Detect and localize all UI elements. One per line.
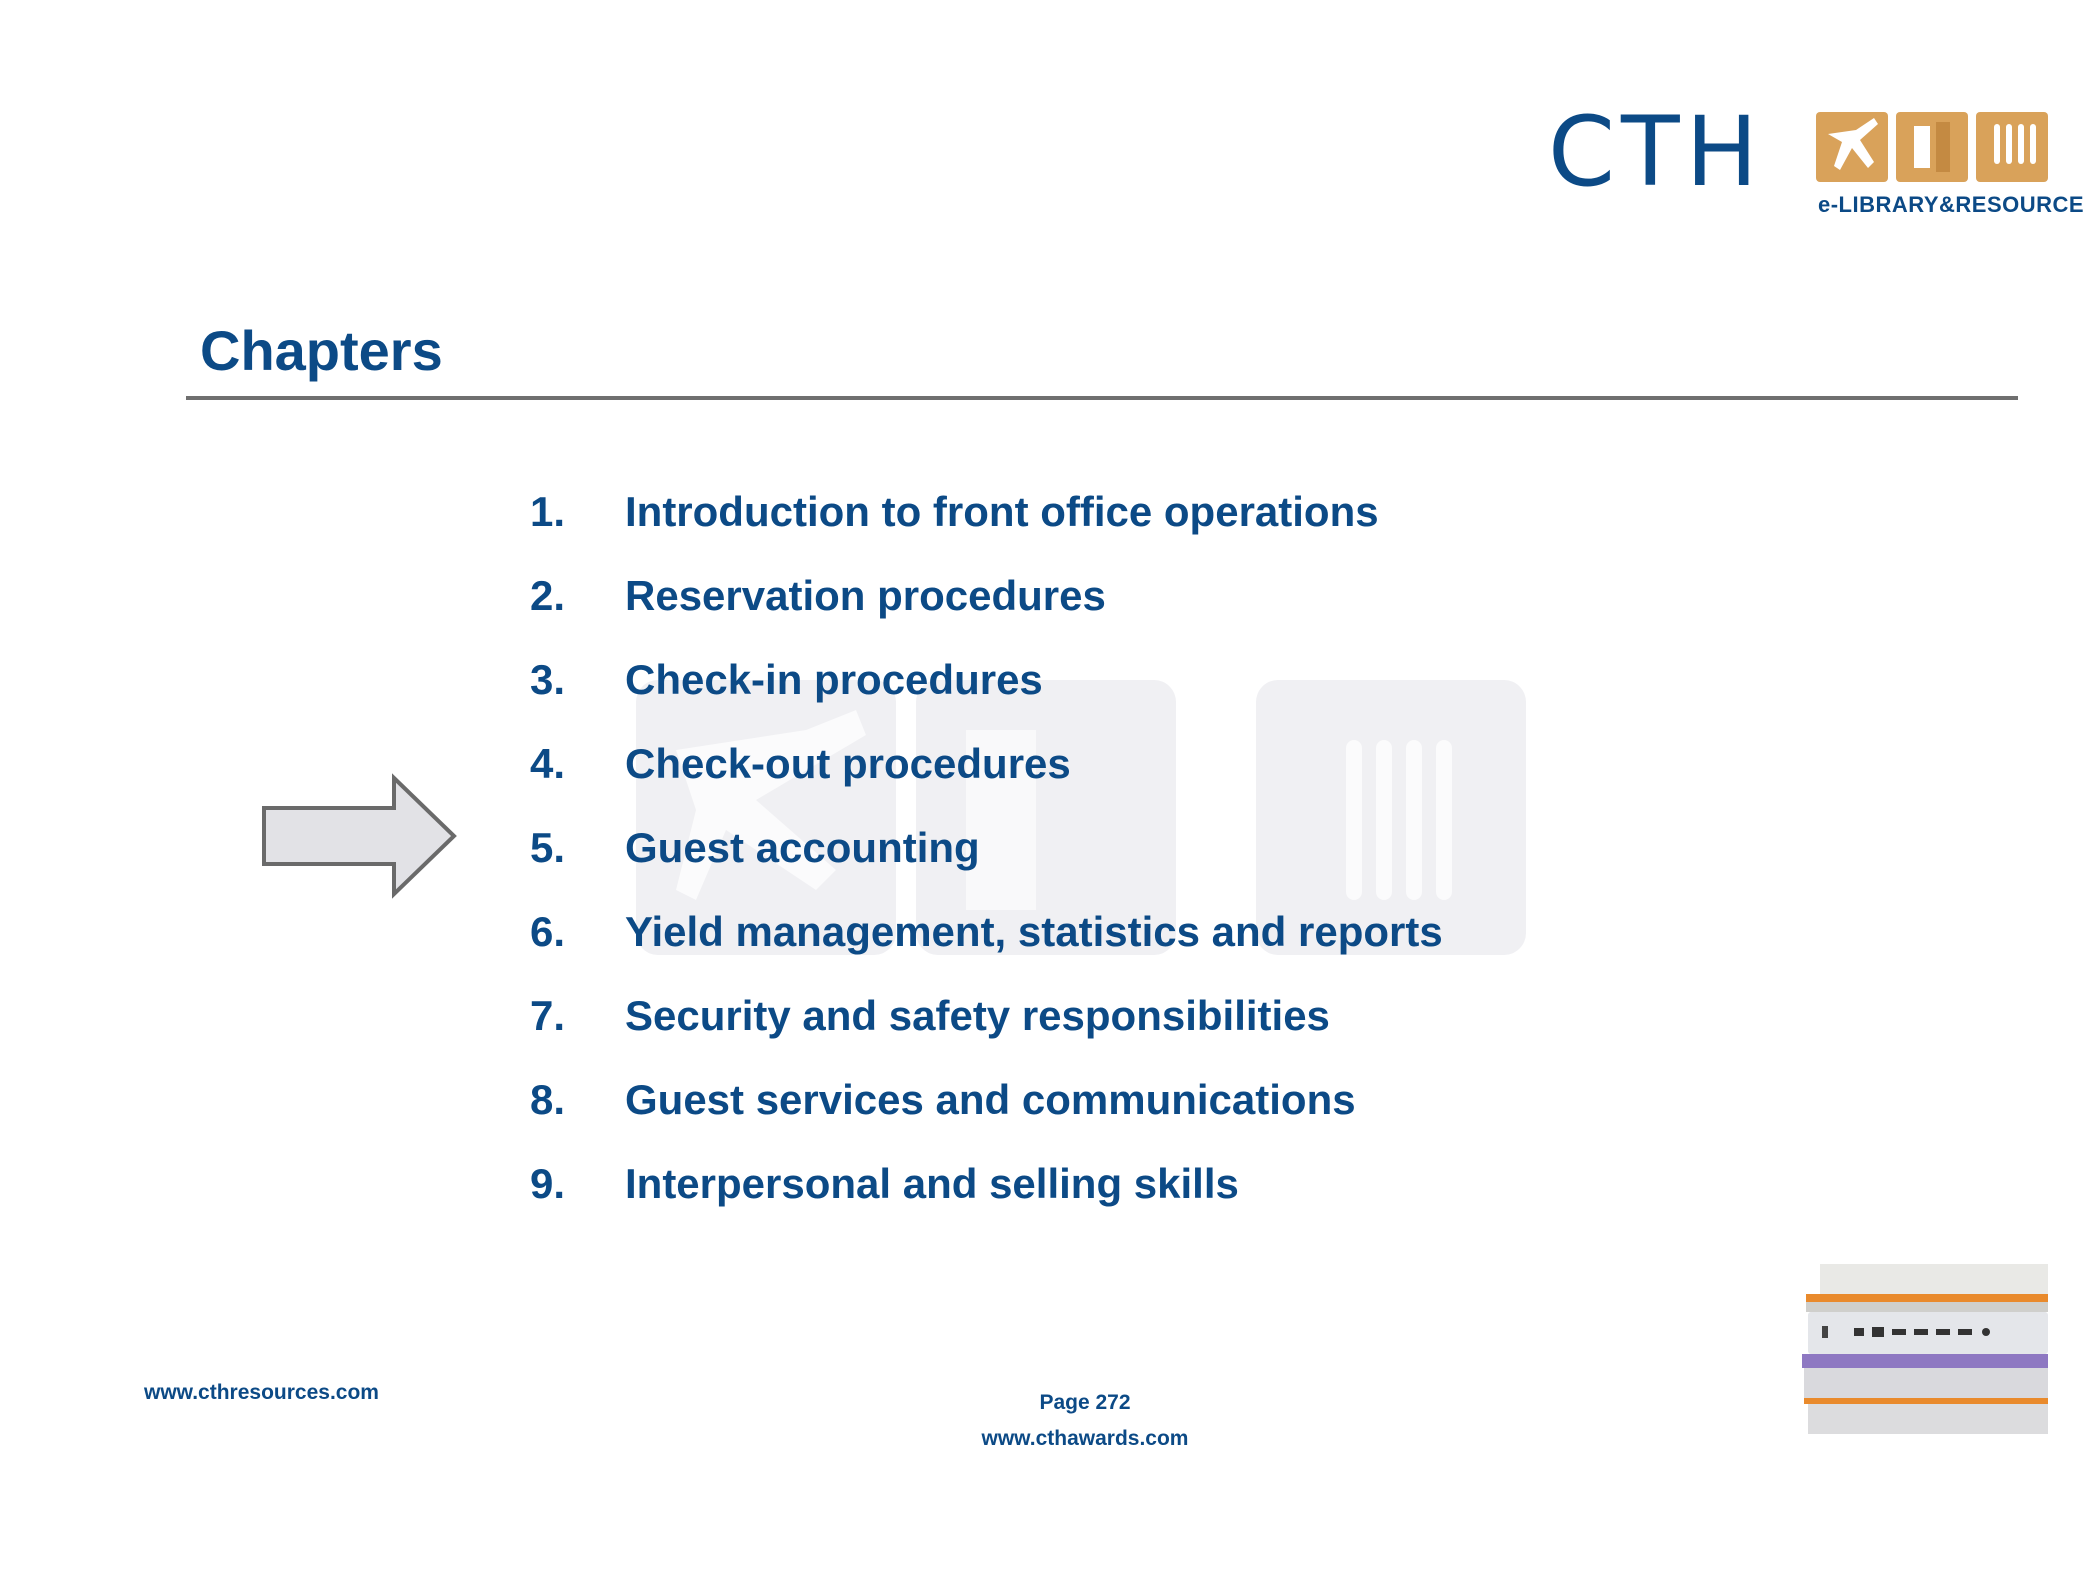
chapter-title: Interpersonal and selling skills	[625, 1160, 1239, 1207]
chapter-number: 8.	[530, 1076, 566, 1123]
footer-resources-link[interactable]: www.cthresources.com	[144, 1381, 379, 1404]
chapter-item-3[interactable]	[530, 638, 1443, 722]
logo-tagline: e-LIBRARY&RESOURCE	[1818, 192, 2084, 217]
chapter-number: 7.	[530, 992, 566, 1039]
current-chapter-arrow-icon	[262, 776, 462, 900]
chapter-number: 1.	[530, 488, 566, 535]
title-divider	[186, 396, 2018, 400]
chapter-item-9[interactable]	[530, 1142, 1443, 1226]
chapter-item-1[interactable]	[530, 470, 1443, 554]
footer-page-info	[935, 1385, 1235, 1457]
chapter-title: Yield management, statistics and reports	[625, 908, 1443, 955]
chapter-item-7[interactable]	[530, 974, 1443, 1058]
chapter-title: Check-out procedures	[625, 740, 1071, 787]
chapter-item-5[interactable]	[530, 806, 1443, 890]
logo-letters: CTH	[1548, 96, 1764, 208]
chapter-item-4[interactable]	[530, 722, 1443, 806]
chapter-number: 4.	[530, 740, 566, 787]
chapter-title: Reservation procedures	[625, 572, 1106, 619]
chapter-title: Guest accounting	[625, 824, 980, 871]
chapter-number: 9.	[530, 1160, 566, 1207]
chapter-number: 2.	[530, 572, 566, 619]
chapter-item-2[interactable]	[530, 554, 1443, 638]
chapter-list	[530, 470, 1443, 1226]
chapter-item-6[interactable]	[530, 890, 1443, 974]
chapter-number: 5.	[530, 824, 566, 871]
chapter-item-8[interactable]	[530, 1058, 1443, 1142]
chapter-title: Guest services and communications	[625, 1076, 1356, 1123]
footer-awards-link[interactable]: www.cthawards.com	[981, 1427, 1189, 1450]
chapter-title: Security and safety responsibilities	[625, 992, 1330, 1039]
chapter-title: Introduction to front office operations	[625, 488, 1379, 535]
logo-tiles-icon	[1816, 112, 2048, 184]
page-number: Page 272	[1039, 1391, 1131, 1414]
books-illustration	[1800, 1264, 2048, 1434]
chapter-number: 3.	[530, 656, 566, 703]
chapter-title: Check-in procedures	[625, 656, 1043, 703]
page-title: Chapters	[200, 319, 443, 382]
chapter-number: 6.	[530, 908, 566, 955]
